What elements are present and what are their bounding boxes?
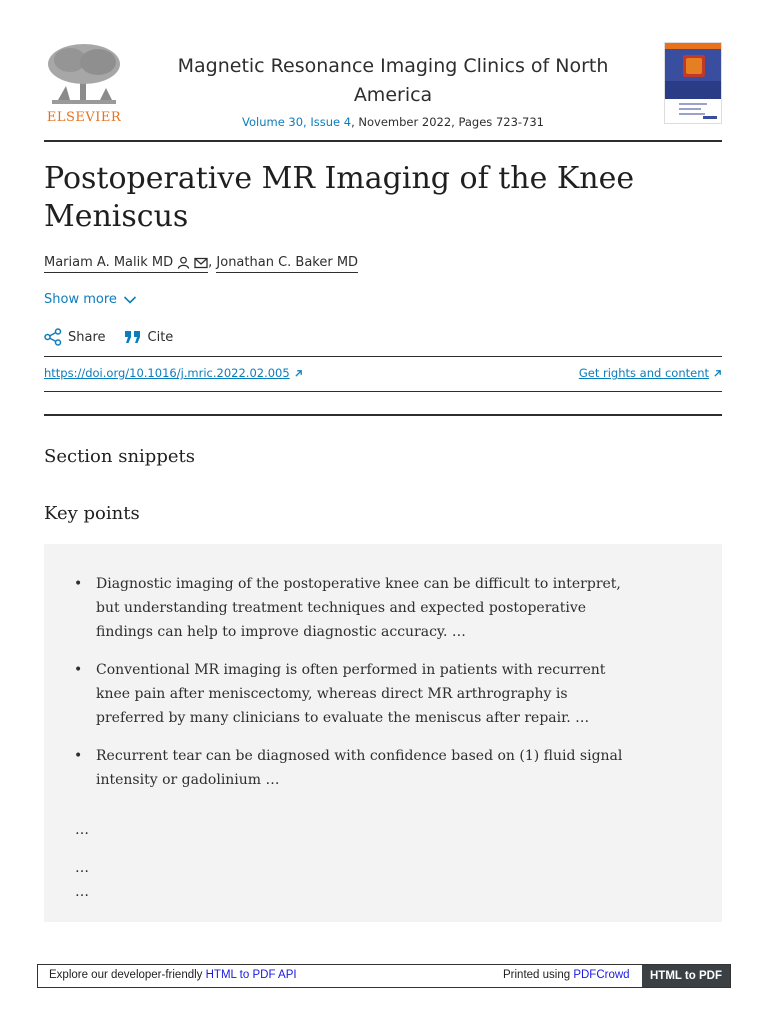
journal-title[interactable]: Magnetic Resonance Imaging Clinics of North America	[177, 55, 609, 106]
key-point-text: Diagnostic imaging of the postoperative knee can be difficult to interpret, but understanding treatment techniques and expected postoperative findings can help to improve diagnostic accuracy. …	[96, 576, 621, 640]
cover-band	[665, 81, 721, 99]
person-icon	[177, 256, 190, 269]
section-snippets-heading: Section snippets	[44, 446, 195, 467]
doi-bottom-divider	[44, 391, 722, 392]
section-divider	[44, 414, 722, 416]
share-icon	[44, 328, 62, 346]
author-separator: ,	[208, 255, 213, 270]
key-point-text: Recurrent tear can be diagnosed with confidence based on (1) fluid signal intensity or gadolinium …	[96, 748, 623, 788]
show-more-label: Show more	[44, 292, 117, 307]
doi-top-divider	[44, 356, 722, 357]
share-button[interactable]	[44, 328, 106, 346]
volume-issue-link[interactable]: Volume 30, Issue 4	[242, 115, 352, 129]
elsevier-wordmark: ELSEVIER	[46, 110, 122, 125]
key-points-heading: Key points	[44, 503, 140, 524]
explore-text: Explore our developer-friendly	[49, 969, 206, 981]
author-list	[44, 255, 358, 273]
html-to-pdf-api-link[interactable]: HTML to PDF API	[205, 969, 297, 981]
author-link-baker[interactable]	[216, 255, 358, 273]
cover-footer-mark	[703, 116, 717, 119]
key-points-box	[44, 544, 722, 922]
journal-cover-thumbnail[interactable]	[664, 42, 722, 124]
snippet-ellipsis: …	[75, 860, 89, 876]
cover-line	[679, 108, 701, 110]
cover-image-b	[686, 58, 702, 74]
rights-text: Get rights and content	[578, 366, 709, 380]
bullet: •	[74, 576, 83, 592]
journal-info	[164, 52, 622, 129]
cite-label: Cite	[147, 329, 174, 345]
pdfcrowd-footer	[37, 964, 731, 988]
doi-link[interactable]	[44, 366, 303, 380]
share-label: Share	[68, 329, 106, 345]
elsevier-tree-icon	[44, 42, 124, 108]
bullet: •	[74, 748, 83, 764]
author-name: Jonathan C. Baker MD	[216, 255, 359, 270]
snippet-ellipsis: …	[75, 884, 89, 900]
key-points-list	[74, 572, 634, 806]
header-divider	[44, 140, 722, 142]
quote-icon	[124, 330, 142, 344]
external-link-icon	[713, 369, 722, 378]
list-item	[74, 658, 634, 730]
doi-text: https://doi.org/10.1016/j.mric.2022.02.005	[44, 366, 290, 380]
journal-meta	[164, 115, 622, 129]
list-item	[74, 744, 634, 792]
pdf-explore-text	[49, 969, 297, 981]
pdf-printed-text	[503, 969, 630, 981]
html-to-pdf-button[interactable]: HTML to PDF	[642, 965, 730, 987]
pdfcrowd-link[interactable]: PDFCrowd	[573, 969, 630, 981]
rights-link[interactable]	[579, 366, 722, 380]
article-actions	[44, 328, 173, 346]
cover-line	[679, 103, 707, 105]
author-name: Mariam A. Malik MD	[44, 255, 174, 270]
external-link-icon	[294, 369, 303, 378]
journal-header	[44, 40, 722, 140]
cite-button[interactable]	[124, 328, 174, 346]
chevron-down-icon	[123, 295, 137, 305]
show-more-button[interactable]	[44, 292, 137, 307]
issue-date-pages: , November 2022, Pages 723-731	[351, 115, 544, 129]
key-point-text: Conventional MR imaging is often performed in patients with recurrent knee pain after meniscectomy, whereas direct MR arthrography is preferred by many clinicians to evaluate the meniscus after repair. …	[96, 662, 606, 726]
list-item	[74, 572, 634, 644]
author-link-malik[interactable]	[44, 255, 208, 273]
elsevier-logo[interactable]	[44, 42, 124, 126]
printed-text: Printed using	[503, 969, 574, 981]
article-title: Postoperative MR Imaging of the Knee Meniscus	[44, 161, 635, 234]
snippet-ellipsis: …	[75, 822, 89, 838]
bullet: •	[74, 662, 83, 678]
mail-icon	[194, 257, 208, 269]
cover-line	[679, 113, 705, 115]
